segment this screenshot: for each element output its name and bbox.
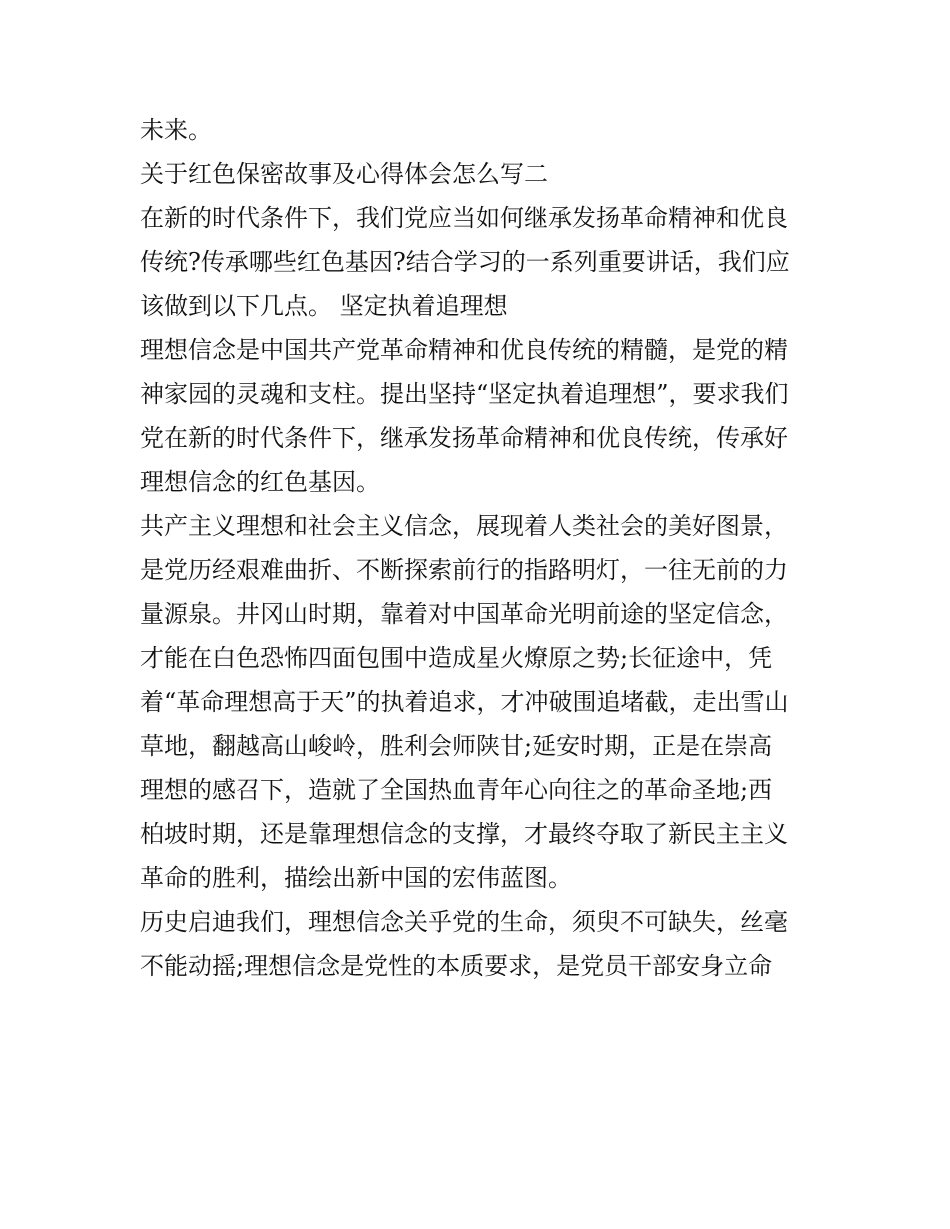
text-line: 草地，翻越高山峻岭，胜利会师陕甘;延安时期，正是在崇高 xyxy=(140,732,773,760)
text-line: 神家园的灵魂和支柱。提出坚持“坚定执着追理想”，要求我们 xyxy=(140,380,789,408)
text-line: 着“革命理想高于天”的执着追求，才冲破围追堵截，走出雪山 xyxy=(140,688,789,716)
section-heading: 关于红色保密故事及心得体会怎么写二 xyxy=(140,160,548,188)
text-line: 该做到以下几点。 坚定执着追理想 xyxy=(140,292,508,320)
text-line: 理想信念的红色基因。 xyxy=(140,468,380,496)
text-line: 理想的感召下，造就了全国热血青年心向往之的革命圣地;西 xyxy=(140,776,773,804)
text-line: 历史启迪我们，理想信念关乎党的生命，须臾不可缺失，丝毫 xyxy=(140,908,788,936)
text-line: 未来。 xyxy=(140,116,212,144)
text-line: 共产主义理想和社会主义信念，展现着人类社会的美好图景， xyxy=(140,512,788,540)
text-line: 量源泉。井冈山时期，靠着对中国革命光明前途的坚定信念， xyxy=(140,600,788,628)
text-line: 柏坡时期，还是靠理想信念的支撑，才最终夺取了新民主主义 xyxy=(140,820,788,848)
text-line: 是党历经艰难曲折、不断探索前行的指路明灯，一往无前的力 xyxy=(140,556,788,584)
text-line: 才能在白色恐怖四面包围中造成星火燎原之势;长征途中，凭 xyxy=(140,644,773,672)
text-line: 革命的胜利，描绘出新中国的宏伟蓝图。 xyxy=(140,864,572,892)
text-line: 不能动摇;理想信念是党性的本质要求，是党员干部安身立命 xyxy=(140,952,773,980)
text-line: 理想信念是中国共产党革命精神和优良传统的精髓，是党的精 xyxy=(140,336,788,364)
text-line: 传统?传承哪些红色基因?结合学习的一系列重要讲话，我们应 xyxy=(140,248,790,276)
document-body xyxy=(140,108,820,988)
text-line: 党在新的时代条件下，继承发扬革命精神和优良传统，传承好 xyxy=(140,424,788,452)
text-line: 在新的时代条件下，我们党应当如何继承发扬革命精神和优良 xyxy=(140,204,788,232)
